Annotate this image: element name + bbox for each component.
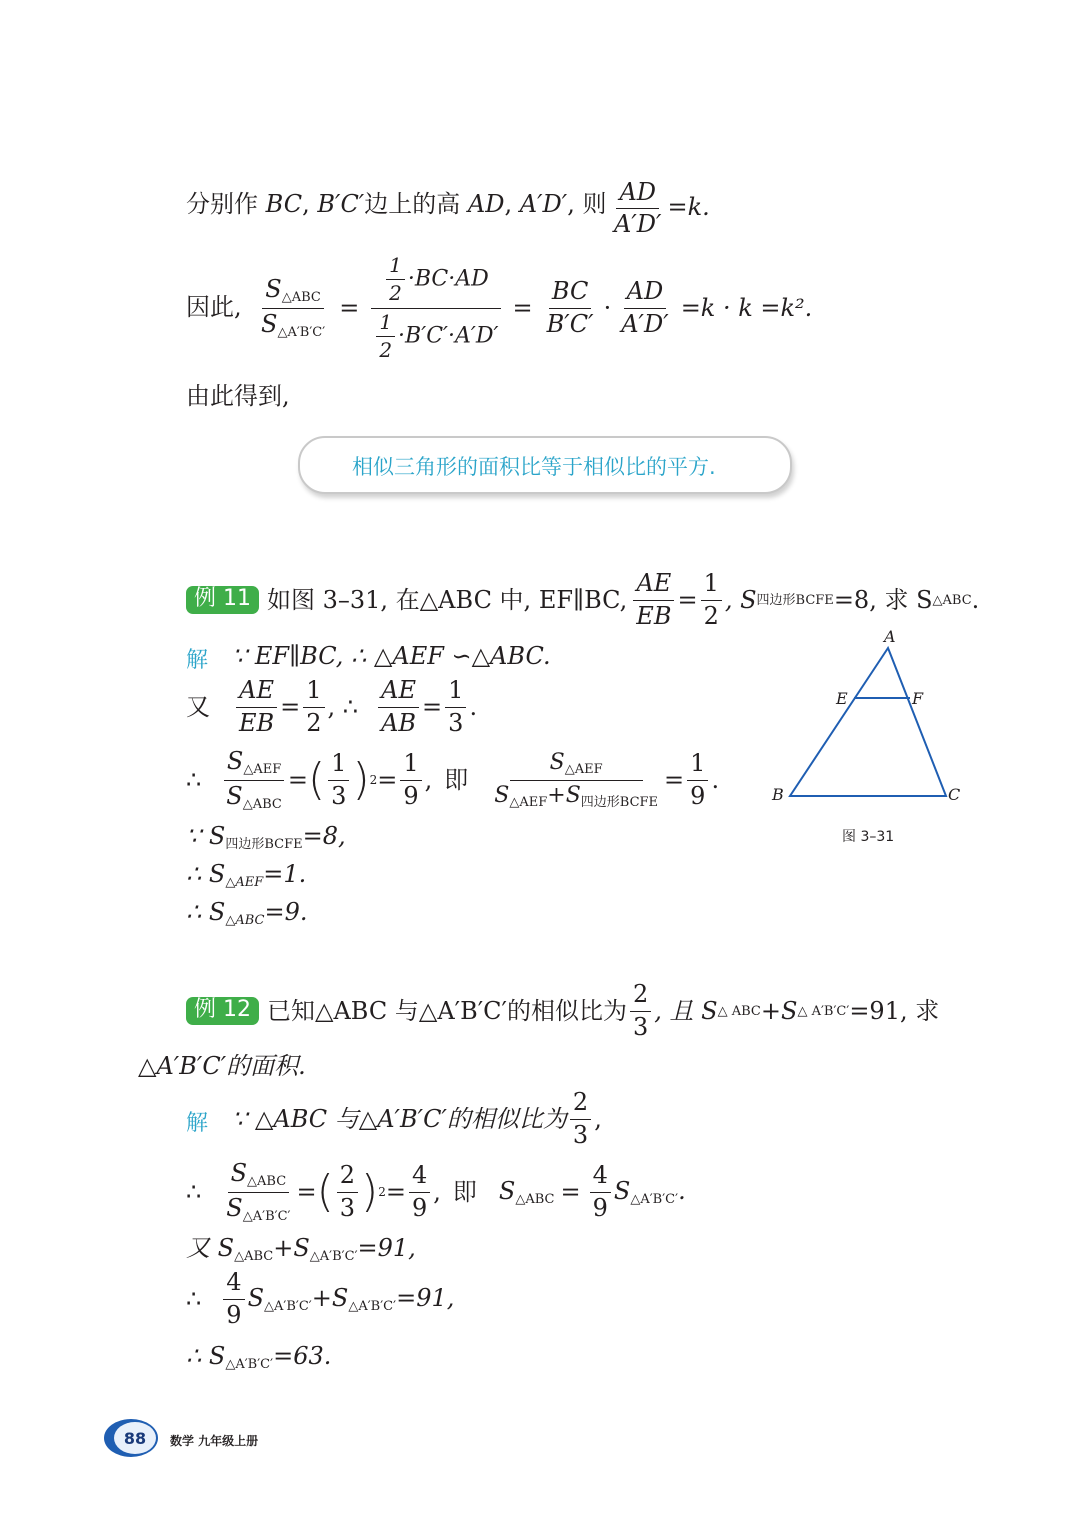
example-11-line-6: ∴ $S_{\triangle ABC}=9$. [186,898,308,928]
footer-book-title: 数学 九年级上册 [170,1434,259,1448]
page-number: 88 [114,1422,156,1454]
example-11-statement: 例 11 如图 3–31, 在△ABC 中, EF∥BC, $\frac{AE}{EB}$ = $\frac{1}{2}$ , S 四边形BCFE =8, 求 S △ABC . [186,572,979,628]
proof-equation: $\frac{S_{\triangle ABC}}{S_{\triangle A'B'C'}}$ = $\frac{1}{2}$ ·BC·AD $\frac{1}{2}$ ·B′C′·A′D′ = $\frac{BC}{B'C'}$ · $\frac{AD}{A'D'}$ =k · k =k². [261,253,813,362]
figure-caption: 图 3–31 [842,829,895,845]
example-12-line-1: ∵ △ABC 与△A′B′C′的相似比为 $\frac{2}{3}$ , [232,1088,602,1149]
figure-triangle [760,620,980,820]
triangle-abc [790,648,946,796]
vertex-c-label: C [948,785,961,804]
example-11-line-4: ∵ $S_{四边形BCFE}=8$, [186,822,346,852]
proof-label: 因此, [186,293,242,321]
para-altitudes: 分别作 BC, B′C′边上的高 AD, A′D′, 则 [186,190,607,218]
example-11-line-2: 又 $\frac{AE}{EB}$ = $\frac{1}{2}$ , ∴ $\frac{AE}{AB}$ = $\frac{1}{3}$ . [186,676,478,737]
example-12-line-4: ∴ $\frac{4}{9}$ $S_{\triangle A'B'C'}+S_{\triangle A'B'C'}=91$, [186,1268,455,1329]
vertex-a-label: A [884,627,896,646]
vertex-e-label: E [836,689,848,708]
vertex-b-label: B [772,785,784,804]
conclusion-intro: 由此得到, [186,382,290,410]
example-12-statement-line-2: △A′B′C′的面积. [138,1052,306,1080]
example-12-line-2: ∴ $\frac{S_{\triangle ABC}}{S_{\triangle A'B'C'}}$ = ( $\frac{2}{3}$ ) 2 = $\frac{4}{9}$ , 即 $S_{\triangle ABC}$ = $\frac{4}{9}$ $S_{\triangle A'B'C'}$. [186,1158,686,1224]
example-11-line-3: ∴ $\frac{S_{\triangle AEF}}{S_{\triangle ABC}}$ = ( $\frac{1}{3}$ ) 2 = $\frac{1}{9}$ , 即 $\frac{S_{\triangle AEF}}{S_{\triangle AEF}+S_{四边形BCFE}}$ = $\frac{1}{9}$ . [186,746,720,812]
example-11-line-5: ∴ $S_{\triangle AEF}=1$. [186,860,307,890]
example-12-statement: 例 12 已知△ABC 与△A′B′C′的相似比为 $\frac{2}{3}$ , 且 S △ ABC +S △ A′B′C′ =91, 求 [186,982,939,1040]
example-11-solve-label: 解 [186,648,209,673]
example-11-label: 例 11 [186,586,259,613]
para-altitudes-fraction: $\frac{AD}{A'D'}$ =k. [614,178,710,239]
example-12-line-3: 又 $S_{\triangle ABC}+S_{\triangle A'B'C'}=91$, [186,1234,416,1264]
vertex-f-label: F [912,689,924,708]
theorem-text: 相似三角形的面积比等于相似比的平方. [352,455,716,479]
example-12-label: 例 12 [186,997,259,1024]
example-12-solve-label: 解 [186,1111,209,1136]
example-11-line-1: ∵ EF∥BC, ∴ △AEF ∽△ABC. [232,642,551,670]
example-12-line-5: ∴ $S_{\triangle A'B'C'}=63$. [186,1342,332,1372]
